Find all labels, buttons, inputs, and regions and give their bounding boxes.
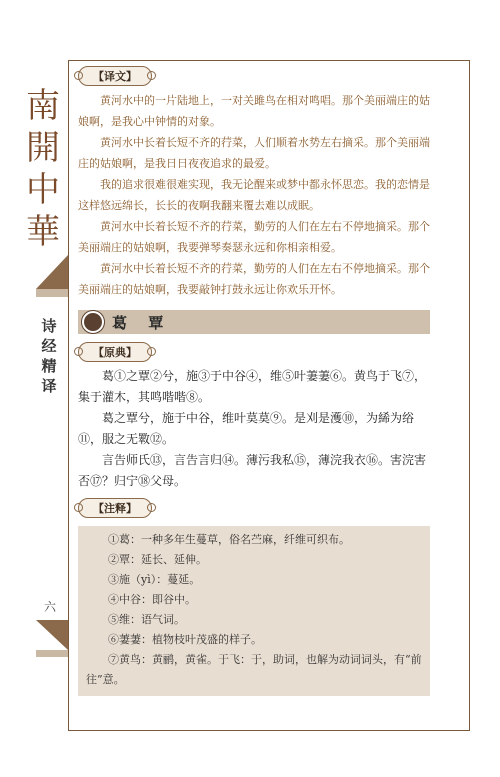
logo-char: 南 bbox=[26, 86, 58, 126]
decor-bar-bottom bbox=[36, 650, 68, 657]
note-item: ②覃：延长、延伸。 bbox=[108, 553, 207, 566]
original-paragraph: 葛①之覃②兮，施③于中谷④，维⑤叶萋萋⑥。黄鸟于飞⑦，集于灌木，其鸣喈喈⑧。 bbox=[78, 369, 427, 404]
translation-paragraph: 黄河水中长着长短不齐的荇菜，人们顺着水势左右摘采。那个美丽端庄的姑娘啊，是我日日夜夜追求的最爱。 bbox=[78, 136, 430, 170]
original-paragraph: 言告师氏⑬，言告言归⑭。薄污我私⑮，薄浣我衣⑯。害浣害否⑰？归宁⑱父母。 bbox=[78, 453, 427, 488]
bottom-rule bbox=[68, 730, 470, 731]
decor-triangle-bottom bbox=[36, 620, 68, 650]
poem-header bbox=[78, 310, 430, 334]
notes-box bbox=[78, 526, 430, 696]
decor-triangle bbox=[36, 255, 68, 289]
poem-title: 葛 覃 bbox=[112, 313, 172, 332]
page-number: 六 bbox=[44, 600, 57, 614]
note-item: ⑦黄鸟：黄鹂，黄雀。于飞：于，助词，也解为动词词头，有“前往”意。 bbox=[86, 653, 422, 686]
note-item: ⑥萋萋：植物枝叶茂盛的样子。 bbox=[108, 633, 262, 646]
logo-char: 中 bbox=[26, 170, 58, 210]
original-label: 【原典】 bbox=[78, 342, 152, 362]
original-paragraph: 葛之覃兮，施于中谷，维叶莫莫⑨。是刈是濩⑩，为絺为绤⑪，服之无斁⑫。 bbox=[78, 411, 415, 446]
logo-char: 華 bbox=[26, 212, 58, 252]
top-rule bbox=[68, 60, 470, 61]
translation-paragraph: 黄河水中长着长短不齐的荇菜，勤劳的人们在左右不停地摘采。那个美丽端庄的姑娘啊，我要弹琴奏瑟永远和你相亲相爱。 bbox=[78, 220, 430, 254]
right-rule bbox=[469, 60, 470, 730]
translation-paragraph: 黄河水中的一片陆地上，一对关雎鸟在相对鸣唱。那个美丽端庄的姑娘啊，是我心中钟情的对象。 bbox=[78, 94, 430, 128]
logo-char: 開 bbox=[26, 128, 58, 168]
translation-label: 【译文】 bbox=[78, 66, 152, 86]
section-title: 诗经精译 bbox=[41, 317, 57, 395]
sidebar-rule bbox=[68, 60, 69, 730]
translation-paragraph: 我的追求很难很难实现，我无论醒来或梦中都永怀思恋。我的恋情是这样悠远绵长，长长的夜啊我翻来覆去难以成眠。 bbox=[78, 178, 430, 212]
original-text bbox=[78, 366, 430, 492]
note-item: ③施（yì）：蔓延。 bbox=[108, 573, 201, 586]
translation-paragraph: 黄河水中长着长短不齐的荇菜，勤劳的人们在左右不停地摘采。那个美丽端庄的姑娘啊，我要敲钟打鼓永远让你欢乐开怀。 bbox=[78, 262, 430, 296]
main-content bbox=[78, 64, 430, 696]
translation-text bbox=[78, 90, 430, 300]
note-item: ①葛：一种多年生蔓草，俗名苎麻，纤维可织布。 bbox=[108, 533, 350, 546]
note-item: ④中谷：即谷中。 bbox=[108, 593, 196, 606]
decor-bar bbox=[36, 289, 68, 297]
book-logo bbox=[22, 85, 62, 253]
notes-label: 【注释】 bbox=[78, 498, 152, 518]
note-item: ⑤维：语气词。 bbox=[108, 613, 185, 626]
seal-icon bbox=[82, 311, 104, 333]
